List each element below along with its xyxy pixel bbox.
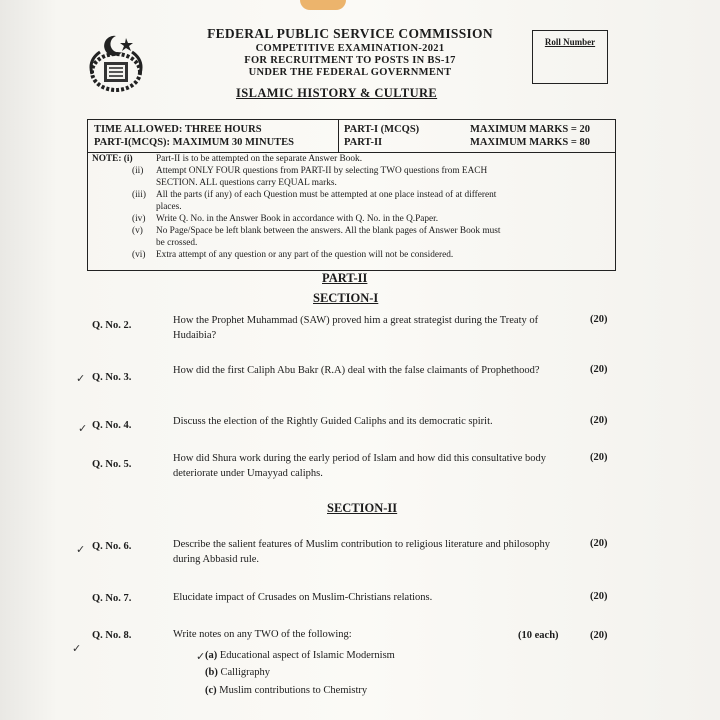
question-number: Q. No. 3.: [92, 372, 132, 383]
tick-mark-icon: ✓: [76, 544, 86, 556]
exam-authority: UNDER THE FEDERAL GOVERNMENT: [248, 67, 452, 78]
note-text: Write Q. No. in the Answer Book in accordance with Q. No. in the Q.Paper.: [156, 214, 439, 224]
roll-number-label: Roll Number: [544, 37, 596, 47]
subject-title: ISLAMIC HISTORY & CULTURE: [236, 86, 438, 100]
note-text: Attempt ONLY FOUR questions from PART-II by selecting TWO questions from EACH: [156, 166, 488, 176]
question-number: Q. No. 4.: [92, 420, 132, 431]
question-text: Write notes on any TWO of the following:: [173, 629, 352, 640]
tick-mark-icon: ✓: [196, 651, 206, 663]
sub-text: Muslim contributions to Chemistry: [219, 685, 368, 696]
question-number: Q. No. 6.: [92, 541, 132, 552]
part2-marks: MAXIMUM MARKS = 80: [470, 137, 591, 148]
tick-mark-icon: ✓: [72, 643, 82, 655]
question-number: Q. No. 2.: [92, 320, 132, 331]
section-1-title: SECTION-I: [313, 291, 379, 305]
question-text: How the Prophet Muhammad (SAW) proved him a great strategist during the Treaty of Hudaibia?: [173, 315, 539, 341]
note-text: All the parts (if any) of each Question must be attempted at one place instead of at different: [156, 190, 497, 200]
question-marks: (20): [590, 415, 608, 426]
note-number: (iv): [132, 214, 146, 224]
note-text: Extra attempt of any question or any part of the question will not be considered.: [156, 250, 454, 260]
sub-text: Educational aspect of Islamic Modernism: [219, 650, 395, 661]
sub-text: Calligraphy: [220, 667, 271, 678]
tick-mark-icon: ✓: [78, 423, 88, 435]
question-text: How did Shura work during the early period of Islam and how did this consultative body deteriorate under Umayyad caliphs.: [173, 453, 546, 479]
question-marks: (20): [590, 452, 608, 463]
sub-letter: (a): [205, 650, 218, 661]
note-number: (vi): [132, 250, 146, 260]
question-number: Q. No. 7.: [92, 593, 132, 604]
part1-marks: MAXIMUM MARKS = 20: [470, 124, 591, 135]
sub-question: [205, 667, 270, 678]
sub-letter: (b): [205, 667, 218, 678]
fpsc-emblem-icon: [78, 30, 154, 96]
note-text: places.: [156, 202, 182, 212]
tick-mark-icon: ✓: [76, 373, 86, 385]
question-text: Discuss the election of the Rightly Guided Caliphs and its democratic spirit.: [173, 416, 493, 427]
org-name: FEDERAL PUBLIC SERVICE COMMISSION: [207, 26, 493, 41]
note-text: No Page/Space be left blank between the answers. All the blank pages of Answer Book must: [156, 226, 501, 236]
exam-name: COMPETITIVE EXAMINATION-2021: [255, 43, 445, 54]
note-number: (iii): [132, 190, 146, 200]
marks-each: (10 each): [518, 630, 559, 641]
section-2-title: SECTION-II: [327, 501, 398, 515]
time-marks-row: [88, 120, 615, 153]
question-marks: (20): [590, 591, 608, 602]
instructions-box: [87, 119, 616, 271]
decorative-object: [300, 0, 346, 10]
note-heading: NOTE: (i): [92, 154, 133, 164]
part1-label: PART-I (MCQS): [344, 124, 420, 135]
divider: [338, 120, 339, 152]
note-text: Part-II is to be attempted on the separate Answer Book.: [156, 154, 363, 164]
note-number: (v): [132, 226, 143, 236]
roll-number-box: [532, 30, 608, 84]
question-marks: (20): [590, 630, 608, 641]
note-number: (ii): [132, 166, 144, 176]
part2-label: PART-II: [344, 137, 383, 148]
note-text: be crossed.: [156, 238, 198, 248]
question-text: How did the first Caliph Abu Bakr (R.A) deal with the false claimants of Prophethood?: [173, 365, 540, 376]
sub-question: [205, 685, 367, 696]
sub-question: [205, 650, 395, 661]
question-text: Describe the salient features of Muslim contribution to religious literature and philosophy during Abbasid rule.: [173, 539, 551, 565]
question-marks: (20): [590, 364, 608, 375]
question-marks: (20): [590, 314, 608, 325]
question-marks: (20): [590, 538, 608, 549]
part1-time: PART-I(MCQS): MAXIMUM 30 MINUTES: [94, 137, 294, 148]
question-number: Q. No. 8.: [92, 630, 132, 641]
time-allowed: TIME ALLOWED: THREE HOURS: [94, 124, 262, 135]
note-text: SECTION. ALL questions carry EQUAL marks.: [156, 178, 337, 188]
question-number: Q. No. 5.: [92, 459, 132, 470]
sub-letter: (c): [205, 685, 217, 696]
question-text: Elucidate impact of Crusades on Muslim-Christians relations.: [173, 592, 433, 603]
part-title: PART-II: [322, 271, 368, 285]
exam-purpose: FOR RECRUITMENT TO POSTS IN BS-17: [244, 55, 456, 66]
